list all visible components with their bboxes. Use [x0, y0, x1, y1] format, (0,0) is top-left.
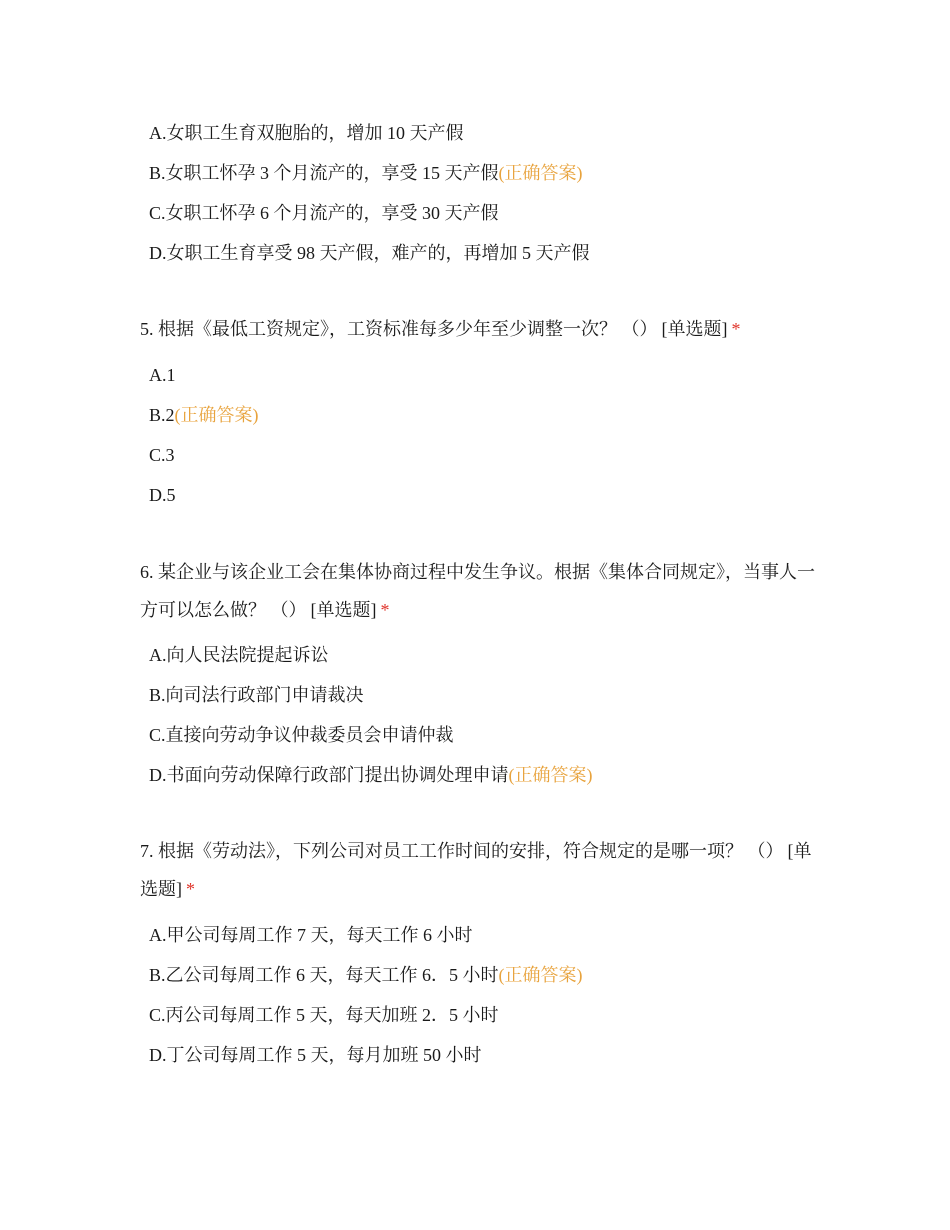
- option-text: B.2: [149, 405, 175, 425]
- option-text: D.5: [149, 485, 176, 505]
- option-text: D.书面向劳动保障行政部门提出协调处理申请: [149, 765, 509, 785]
- option-text: C.丙公司每周工作 5 天，每天加班 2．5 小时: [149, 1005, 499, 1025]
- q5-option-a: [149, 363, 176, 387]
- q5-option-d: [149, 483, 176, 507]
- q7-option-a: [149, 923, 473, 947]
- question-text: 7. 根据《劳动法》，下列公司对员工工作时间的安排，符合规定的是哪一项？ （）: [140, 841, 784, 861]
- question-text: 6. 某企业与该企业工会在集体协商过程中发生争议。根据《集体合同规定》，当事人一方可以怎么做？ （）: [140, 562, 815, 620]
- q6-option-b: [149, 683, 364, 707]
- option-text: B.向司法行政部门申请裁决: [149, 685, 364, 705]
- q5-option-c: [149, 443, 175, 467]
- option-text: C.3: [149, 445, 175, 465]
- option-text: C.女职工怀孕 6 个月流产的，享受 30 天产假: [149, 203, 499, 223]
- option-text: A.向人民法院提起诉讼: [149, 645, 329, 665]
- option-text: A.女职工生育双胞胎的，增加 10 天产假: [149, 123, 464, 143]
- q6-option-c: [149, 723, 454, 747]
- correct-answer-tag: (正确答案): [498, 965, 583, 985]
- correct-answer-tag: (正确答案): [498, 163, 583, 183]
- option-text: B.女职工怀孕 3 个月流产的，享受 15 天产假: [149, 163, 499, 183]
- q5-option-b: [149, 403, 259, 427]
- question-text: 5. 根据《最低工资规定》，工资标准每多少年至少调整一次？ （）: [140, 319, 658, 339]
- question-type: [单选题]: [661, 319, 728, 339]
- required-mark: *: [731, 319, 741, 339]
- question-type: [单选题]: [310, 600, 377, 620]
- question-type: [单选题]: [140, 841, 812, 899]
- required-mark: *: [380, 600, 390, 620]
- q6-option-d: [149, 763, 593, 787]
- q6-option-a: [149, 643, 329, 667]
- question-6-title: [140, 553, 820, 629]
- q7-option-c: [149, 1003, 499, 1027]
- option-text: C.直接向劳动争议仲裁委员会申请仲裁: [149, 725, 454, 745]
- q7-option-b: [149, 963, 583, 987]
- option-text: B.乙公司每周工作 6 天，每天工作 6．5 小时: [149, 965, 499, 985]
- prev-option-c: [149, 201, 499, 225]
- option-text: D.丁公司每周工作 5 天，每月加班 50 小时: [149, 1045, 482, 1065]
- question-5-title: [140, 310, 820, 348]
- option-text: D.女职工生育享受 98 天产假，难产的，再增加 5 天产假: [149, 243, 590, 263]
- prev-option-d: [149, 241, 590, 265]
- prev-option-a: [149, 121, 464, 145]
- option-text: A.甲公司每周工作 7 天，每天工作 6 小时: [149, 925, 473, 945]
- correct-answer-tag: (正确答案): [174, 405, 259, 425]
- question-7-title: [140, 832, 820, 908]
- correct-answer-tag: (正确答案): [508, 765, 593, 785]
- option-text: A.1: [149, 365, 176, 385]
- prev-option-b: [149, 161, 583, 185]
- q7-option-d: [149, 1043, 482, 1067]
- required-mark: *: [186, 879, 195, 899]
